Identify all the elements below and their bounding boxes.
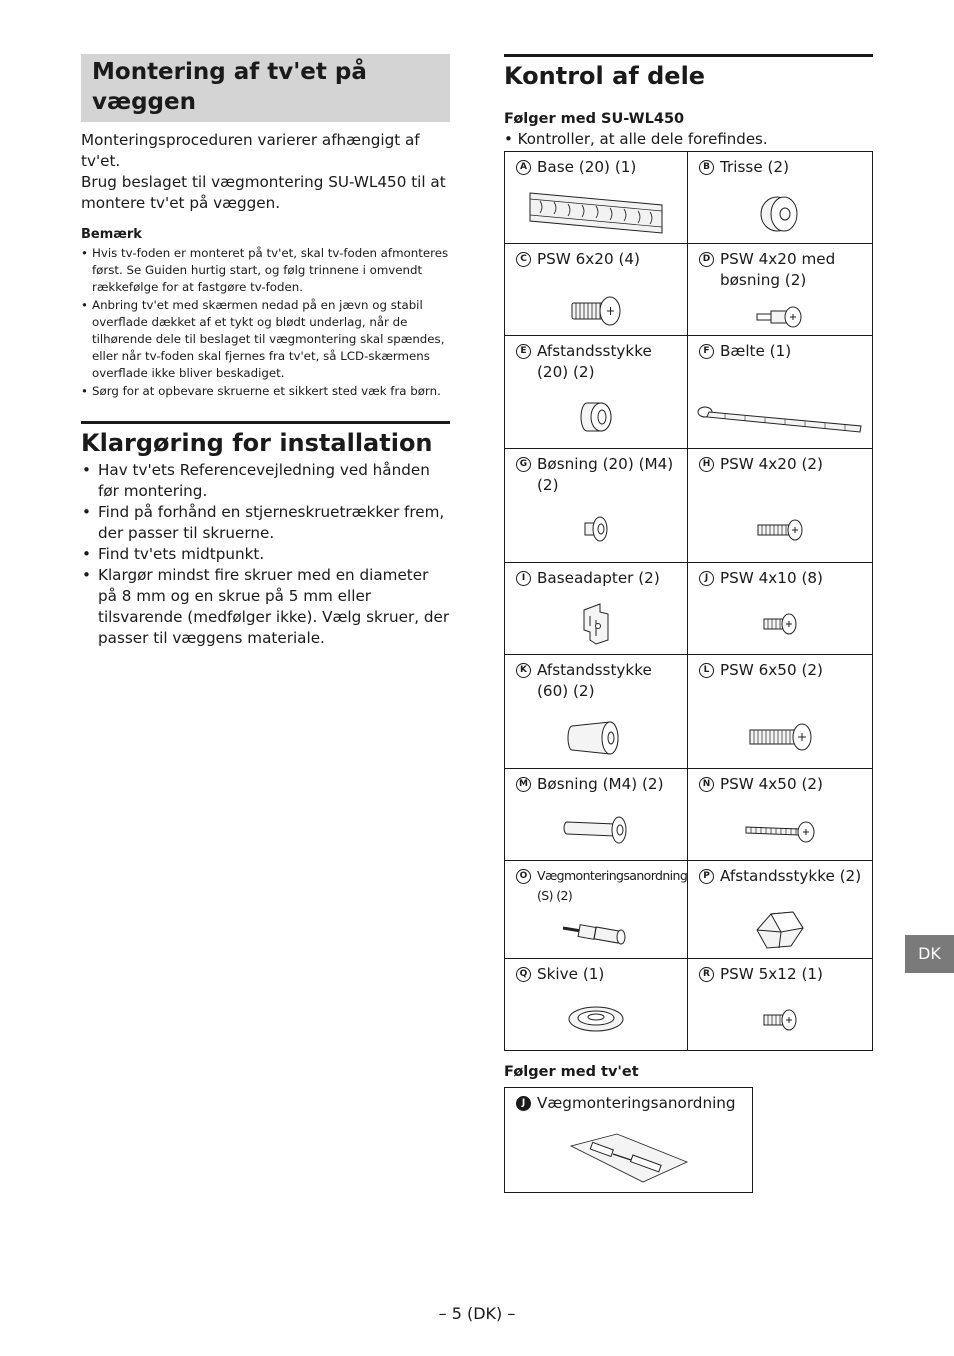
part-label: Base (20) (1) (537, 158, 637, 176)
letter-badge: Q (516, 967, 531, 982)
part-cell-j (688, 563, 873, 655)
screw-with-bushing-icon (755, 305, 805, 329)
screw-icon (755, 518, 805, 542)
parts-table (504, 151, 873, 1051)
note-item: • Sørg for at opbevare skruerne et sikkert sted væk fra børn. (81, 383, 450, 400)
pulley-icon (757, 193, 803, 235)
part-cell-o (505, 861, 688, 959)
table-row (505, 152, 873, 244)
part-label: Afstandsstykke (60) (2) (537, 661, 652, 700)
intro-line-2: Brug beslaget til vægmontering SU-WL450 til at montere tv'et på væggen. (81, 173, 446, 212)
long-spacer-icon (566, 720, 626, 756)
screw-icon (743, 818, 817, 844)
screw-icon (760, 612, 800, 636)
preparation-item: • Hav tv'ets Referencevejledning ved hånden før montering. (81, 460, 450, 502)
letter-badge: B (699, 160, 714, 175)
intro-paragraph (81, 130, 450, 214)
right-column (504, 54, 873, 150)
included-title: Følger med SU-WL450 (504, 111, 685, 127)
part-cell-n (688, 769, 873, 861)
block-spacer-icon (753, 904, 807, 950)
preparation-item: • Find på forhånd en stjerneskruetrækker frem, der passer til skruerne. (81, 502, 450, 544)
part-cell-c (505, 244, 688, 336)
screw-icon (747, 722, 813, 752)
table-row (505, 861, 873, 959)
letter-badge: F (699, 344, 714, 359)
table-row (505, 449, 873, 563)
note-item: • Anbring tv'et med skærmen nedad på en jævn og stabil overflade dækket af et tykt og blødt underlag, når de tilhørende dele til beslaget til vægmontering skal spændes, eller når tv-foden skal fjernes fra tv'et, så LCD-skærmens overflade ikke bliver beskadiget. (81, 297, 450, 383)
letter-badge: E (516, 344, 531, 359)
letter-badge: J (516, 1096, 531, 1111)
letter-badge: P (699, 869, 714, 884)
letter-badge: J (699, 571, 714, 586)
table-row (505, 563, 873, 655)
part-cell-f (688, 336, 873, 449)
part-cell-d (688, 244, 873, 336)
part-label: Bøsning (20) (M4) (2) (537, 455, 674, 494)
part-label: Bælte (1) (720, 342, 792, 360)
part-label: PSW 4x20 (2) (720, 455, 823, 473)
preparation-list (81, 460, 450, 649)
table-row (505, 769, 873, 861)
section-title-mounting: Montering af tv'et på væggen (81, 54, 450, 122)
belt-icon (695, 404, 865, 434)
part-label: Trisse (2) (720, 158, 790, 176)
intro-line-1: Monteringsproceduren varierer afhængigt af tv'et. (81, 131, 420, 170)
part-cell-e (505, 336, 688, 449)
preparation-item: • Find tv'ets midtpunkt. (81, 544, 450, 565)
part-cell-g (505, 449, 688, 563)
bushing-icon (581, 514, 611, 544)
letter-badge: H (699, 457, 714, 472)
part-cell-r (688, 959, 873, 1051)
letter-badge: C (516, 252, 531, 267)
tv-included-box (504, 1087, 753, 1193)
screw-icon (760, 1008, 800, 1032)
note-title: Bemærk (81, 227, 142, 242)
part-cell-q (505, 959, 688, 1051)
spacer-icon (579, 400, 613, 434)
part-label: PSW 5x12 (1) (720, 965, 823, 983)
base-adapter-icon (576, 602, 616, 646)
part-label: Afstandsstykke (2) (720, 867, 862, 885)
table-row (505, 244, 873, 336)
part-cell-a (505, 152, 688, 244)
screw-icon (568, 295, 624, 329)
letter-badge: O (516, 869, 531, 884)
section-title-parts-check: Kontrol af dele (504, 54, 873, 92)
table-row (505, 336, 873, 449)
part-label: PSW 4x10 (8) (720, 569, 823, 587)
base-bracket-icon (526, 187, 666, 237)
letter-badge: L (699, 663, 714, 678)
part-label: Baseadapter (2) (537, 569, 660, 587)
letter-badge: G (516, 457, 531, 472)
table-row (505, 655, 873, 769)
long-bushing-icon (561, 814, 631, 846)
note-list (81, 245, 450, 400)
part-cell-p (688, 861, 873, 959)
wall-mount-bag-icon (567, 1132, 691, 1184)
part-cell-i (505, 563, 688, 655)
washer-icon (566, 1004, 626, 1034)
part-label: PSW 6x50 (2) (720, 661, 823, 679)
part-label: Vægmonteringsanordning (537, 1094, 736, 1112)
section-title-preparation: Klargøring for installation (81, 421, 450, 459)
part-label: Bøsning (M4) (2) (537, 775, 664, 793)
part-label: PSW 4x20 med bøsning (2) (720, 250, 836, 289)
letter-badge: R (699, 967, 714, 982)
preparation-item: • Klargør mindst fire skruer med en diameter på 8 mm og en skrue på 5 mm eller tilsvarende (medfølger ikke). Vælg skruer, der passer til væggens materiale. (81, 565, 450, 649)
part-label: PSW 4x50 (2) (720, 775, 823, 793)
page-number: – 5 (DK) – (438, 1304, 516, 1323)
part-label: Vægmonteringsanordning (S) (2) (537, 868, 688, 903)
letter-badge: N (699, 777, 714, 792)
part-cell-h (688, 449, 873, 563)
left-column (81, 54, 450, 649)
part-cell-m (505, 769, 688, 861)
language-tab: DK (905, 935, 954, 973)
part-label: Skive (1) (537, 965, 605, 983)
letter-badge: M (516, 777, 531, 792)
part-label: PSW 6x20 (4) (537, 250, 640, 268)
letter-badge: D (699, 252, 714, 267)
part-cell-k (505, 655, 688, 769)
table-row (505, 959, 873, 1051)
letter-badge: K (516, 663, 531, 678)
note-item: • Hvis tv-foden er monteret på tv'et, skal tv-foden afmonteres først. Se Guiden hurtig start, og følg trinnene i omvendt rækkefølge for at fastgøre tv-foden. (81, 245, 450, 297)
letter-badge: A (516, 160, 531, 175)
part-cell-l (688, 655, 873, 769)
wall-mount-attachment-icon (561, 918, 631, 948)
part-label: Afstandsstykke (20) (2) (537, 342, 652, 381)
letter-badge: I (516, 571, 531, 586)
tv-included-title: Følger med tv'et (504, 1064, 639, 1080)
part-cell-b (688, 152, 873, 244)
check-text: • Kontroller, at alle dele forefindes. (504, 130, 768, 148)
